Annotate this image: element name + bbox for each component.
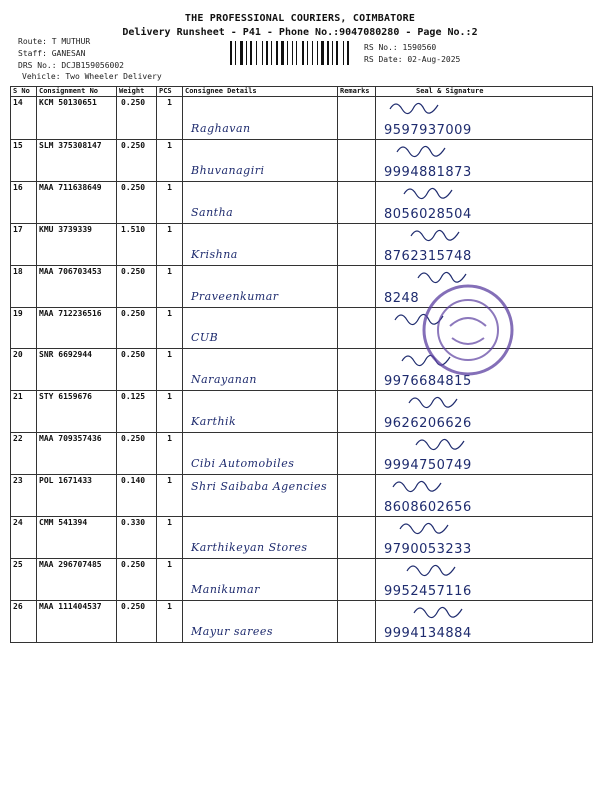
row-consignment-no: KCM 50130651 xyxy=(37,97,117,140)
row-consignment-no: MAA 296707485 xyxy=(37,558,117,600)
row-pcs: 1 xyxy=(157,97,183,140)
row-consignee-name: Raghavan xyxy=(191,122,251,136)
row-consignee-name: Shri Saibaba Agencies xyxy=(191,479,328,493)
row-weight: 1.510 xyxy=(117,224,157,266)
row-weight: 0.330 xyxy=(117,516,157,558)
header-weight: Weight xyxy=(117,87,157,97)
row-signature-cell xyxy=(376,390,593,432)
row-pcs: 1 xyxy=(157,348,183,390)
row-consignee-cell xyxy=(183,308,338,349)
row-consignee-name: Manikumar xyxy=(191,582,260,596)
row-contact-number: 9790053233 xyxy=(384,541,472,557)
row-consignee-name: Karthikeyan Stores xyxy=(191,540,308,554)
row-consignee-cell xyxy=(183,516,338,558)
barcode xyxy=(230,41,358,65)
row-remarks xyxy=(338,266,376,308)
table-row xyxy=(11,432,593,474)
row-consignment-no: MAA 111404537 xyxy=(37,600,117,642)
header-remarks: Remarks xyxy=(338,87,376,97)
row-contact-number: 9976684815 xyxy=(384,373,472,389)
table-row xyxy=(11,224,593,266)
signature-scribble xyxy=(380,140,500,158)
table-row xyxy=(11,600,593,642)
table-row xyxy=(11,182,593,224)
table-header-row xyxy=(11,87,593,97)
row-signature-cell xyxy=(376,97,593,140)
row-pcs: 1 xyxy=(157,474,183,516)
table-row xyxy=(11,390,593,432)
row-weight: 0.250 xyxy=(117,140,157,182)
row-signature-cell xyxy=(376,224,593,266)
row-consignee-cell xyxy=(183,266,338,308)
row-consignee-cell xyxy=(183,97,338,140)
row-weight: 0.125 xyxy=(117,390,157,432)
row-weight: 0.250 xyxy=(117,558,157,600)
row-weight: 0.250 xyxy=(117,432,157,474)
table-row xyxy=(11,140,593,182)
row-remarks xyxy=(338,474,376,516)
row-sno: 14 xyxy=(11,97,37,140)
row-remarks xyxy=(338,390,376,432)
row-consignee-name: Bhuvanagiri xyxy=(191,164,265,178)
row-consignment-no: POL 1671433 xyxy=(37,474,117,516)
rs-date: RS Date: 02-Aug-2025 xyxy=(364,55,461,64)
signature-scribble xyxy=(380,224,500,242)
row-consignee-name: Krishna xyxy=(191,248,238,262)
row-contact-number: 9994881873 xyxy=(384,165,472,181)
row-consignee-name: Cibi Automobiles xyxy=(191,456,295,470)
row-sno: 21 xyxy=(11,390,37,432)
header-sno: S No xyxy=(11,87,37,97)
row-consignee-name: Santha xyxy=(191,206,234,220)
row-consignee-cell xyxy=(183,432,338,474)
signature-scribble xyxy=(380,433,500,451)
row-contact-number: 9994134884 xyxy=(384,626,472,641)
row-pcs: 1 xyxy=(157,558,183,600)
row-contact-number: 8608602656 xyxy=(384,499,472,515)
row-weight: 0.250 xyxy=(117,97,157,140)
table-row xyxy=(11,516,593,558)
table-row xyxy=(11,558,593,600)
row-consignment-no: STY 6159676 xyxy=(37,390,117,432)
header-consignee: Consignee Details xyxy=(183,87,338,97)
runsheet-subtitle: Delivery Runsheet - P41 - Phone No.:9047080280 - Page No.:2 xyxy=(122,27,478,38)
row-consignee-name: Karthik xyxy=(191,414,237,428)
row-pcs: 1 xyxy=(157,266,183,308)
row-consignment-no: KMU 3739339 xyxy=(37,224,117,266)
row-remarks xyxy=(338,182,376,224)
header-consignment: Consignment No xyxy=(37,87,117,97)
row-consignment-no: SNR 6692944 xyxy=(37,348,117,390)
row-contact-number: 9626206626 xyxy=(384,415,472,431)
vehicle-label: Vehicle: Two Wheeler Delivery xyxy=(22,72,162,81)
row-pcs: 1 xyxy=(157,516,183,558)
row-weight: 0.250 xyxy=(117,348,157,390)
row-sno: 16 xyxy=(11,182,37,224)
row-consignee-cell xyxy=(183,182,338,224)
row-weight: 0.250 xyxy=(117,266,157,308)
row-sno: 15 xyxy=(11,140,37,182)
row-remarks xyxy=(338,558,376,600)
signature-scribble xyxy=(380,97,500,115)
row-signature-cell xyxy=(376,140,593,182)
row-consignment-no: MAA 709357436 xyxy=(37,432,117,474)
signature-scribble xyxy=(380,601,500,619)
row-signature-cell xyxy=(376,558,593,600)
drs-number: DRS No.: DCJB159056002 xyxy=(18,61,124,70)
row-consignee-cell xyxy=(183,224,338,266)
row-pcs: 1 xyxy=(157,224,183,266)
row-sno: 23 xyxy=(11,474,37,516)
row-signature-cell xyxy=(376,516,593,558)
signature-scribble xyxy=(380,475,500,493)
row-remarks xyxy=(338,432,376,474)
row-consignment-no: MAA 712236516 xyxy=(37,308,117,349)
row-remarks xyxy=(338,348,376,390)
row-contact-number: 9597937009 xyxy=(384,123,472,139)
row-contact-number: 8762315748 xyxy=(384,249,472,265)
route-label: Route: T MUTHUR xyxy=(18,37,91,46)
row-weight: 0.250 xyxy=(117,600,157,642)
row-sno: 20 xyxy=(11,348,37,390)
signature-scribble xyxy=(380,559,500,577)
courier-seal-stamp xyxy=(420,282,516,378)
row-consignee-cell xyxy=(183,140,338,182)
row-consignee-name: CUB xyxy=(191,330,219,344)
row-consignment-no: MAA 706703453 xyxy=(37,266,117,308)
row-consignee-name: Praveenkumar xyxy=(191,290,279,304)
header-pcs: PCS xyxy=(157,87,183,97)
row-sno: 22 xyxy=(11,432,37,474)
row-weight: 0.140 xyxy=(117,474,157,516)
row-consignee-name: Narayanan xyxy=(191,372,257,386)
row-consignee-cell xyxy=(183,348,338,390)
row-weight: 0.250 xyxy=(117,182,157,224)
table-row xyxy=(11,97,593,140)
row-contact-number: 8248 xyxy=(384,291,420,307)
row-consignee-name: Mayur sarees xyxy=(191,625,274,638)
row-consignee-cell xyxy=(183,390,338,432)
row-sno: 26 xyxy=(11,600,37,642)
row-contact-number: 8056028504 xyxy=(384,207,472,223)
row-consignment-no: CMM 541394 xyxy=(37,516,117,558)
row-pcs: 1 xyxy=(157,600,183,642)
row-sno: 24 xyxy=(11,516,37,558)
row-contact-number: 9994750749 xyxy=(384,457,472,473)
row-contact-number: 9952457116 xyxy=(384,583,472,599)
header-signature: Seal & Signature xyxy=(376,87,593,97)
row-remarks xyxy=(338,516,376,558)
row-sno: 19 xyxy=(11,308,37,349)
row-sno: 25 xyxy=(11,558,37,600)
row-consignee-cell xyxy=(183,600,338,642)
rs-number: RS No.: 1590560 xyxy=(364,43,437,52)
table-row xyxy=(11,474,593,516)
row-pcs: 1 xyxy=(157,182,183,224)
row-remarks xyxy=(338,97,376,140)
row-pcs: 1 xyxy=(157,390,183,432)
row-pcs: 1 xyxy=(157,432,183,474)
row-signature-cell xyxy=(376,474,593,516)
row-pcs: 1 xyxy=(157,140,183,182)
row-signature-cell xyxy=(376,432,593,474)
row-pcs: 1 xyxy=(157,308,183,349)
signature-scribble xyxy=(380,182,500,200)
row-remarks xyxy=(338,308,376,349)
signature-scribble xyxy=(380,517,500,535)
row-remarks xyxy=(338,224,376,266)
company-name: THE PROFESSIONAL COURIERS, COIMBATORE xyxy=(184,13,416,24)
row-sno: 18 xyxy=(11,266,37,308)
row-weight: 0.250 xyxy=(117,308,157,349)
row-remarks xyxy=(338,600,376,642)
signature-scribble xyxy=(380,391,500,409)
row-consignment-no: SLM 375308147 xyxy=(37,140,117,182)
row-consignee-cell xyxy=(183,474,338,516)
row-consignment-no: MAA 711638649 xyxy=(37,182,117,224)
row-signature-cell xyxy=(376,600,593,642)
staff-label: Staff: GANESAN xyxy=(18,49,86,58)
row-remarks xyxy=(338,140,376,182)
row-sno: 17 xyxy=(11,224,37,266)
row-signature-cell xyxy=(376,182,593,224)
row-consignee-cell xyxy=(183,558,338,600)
